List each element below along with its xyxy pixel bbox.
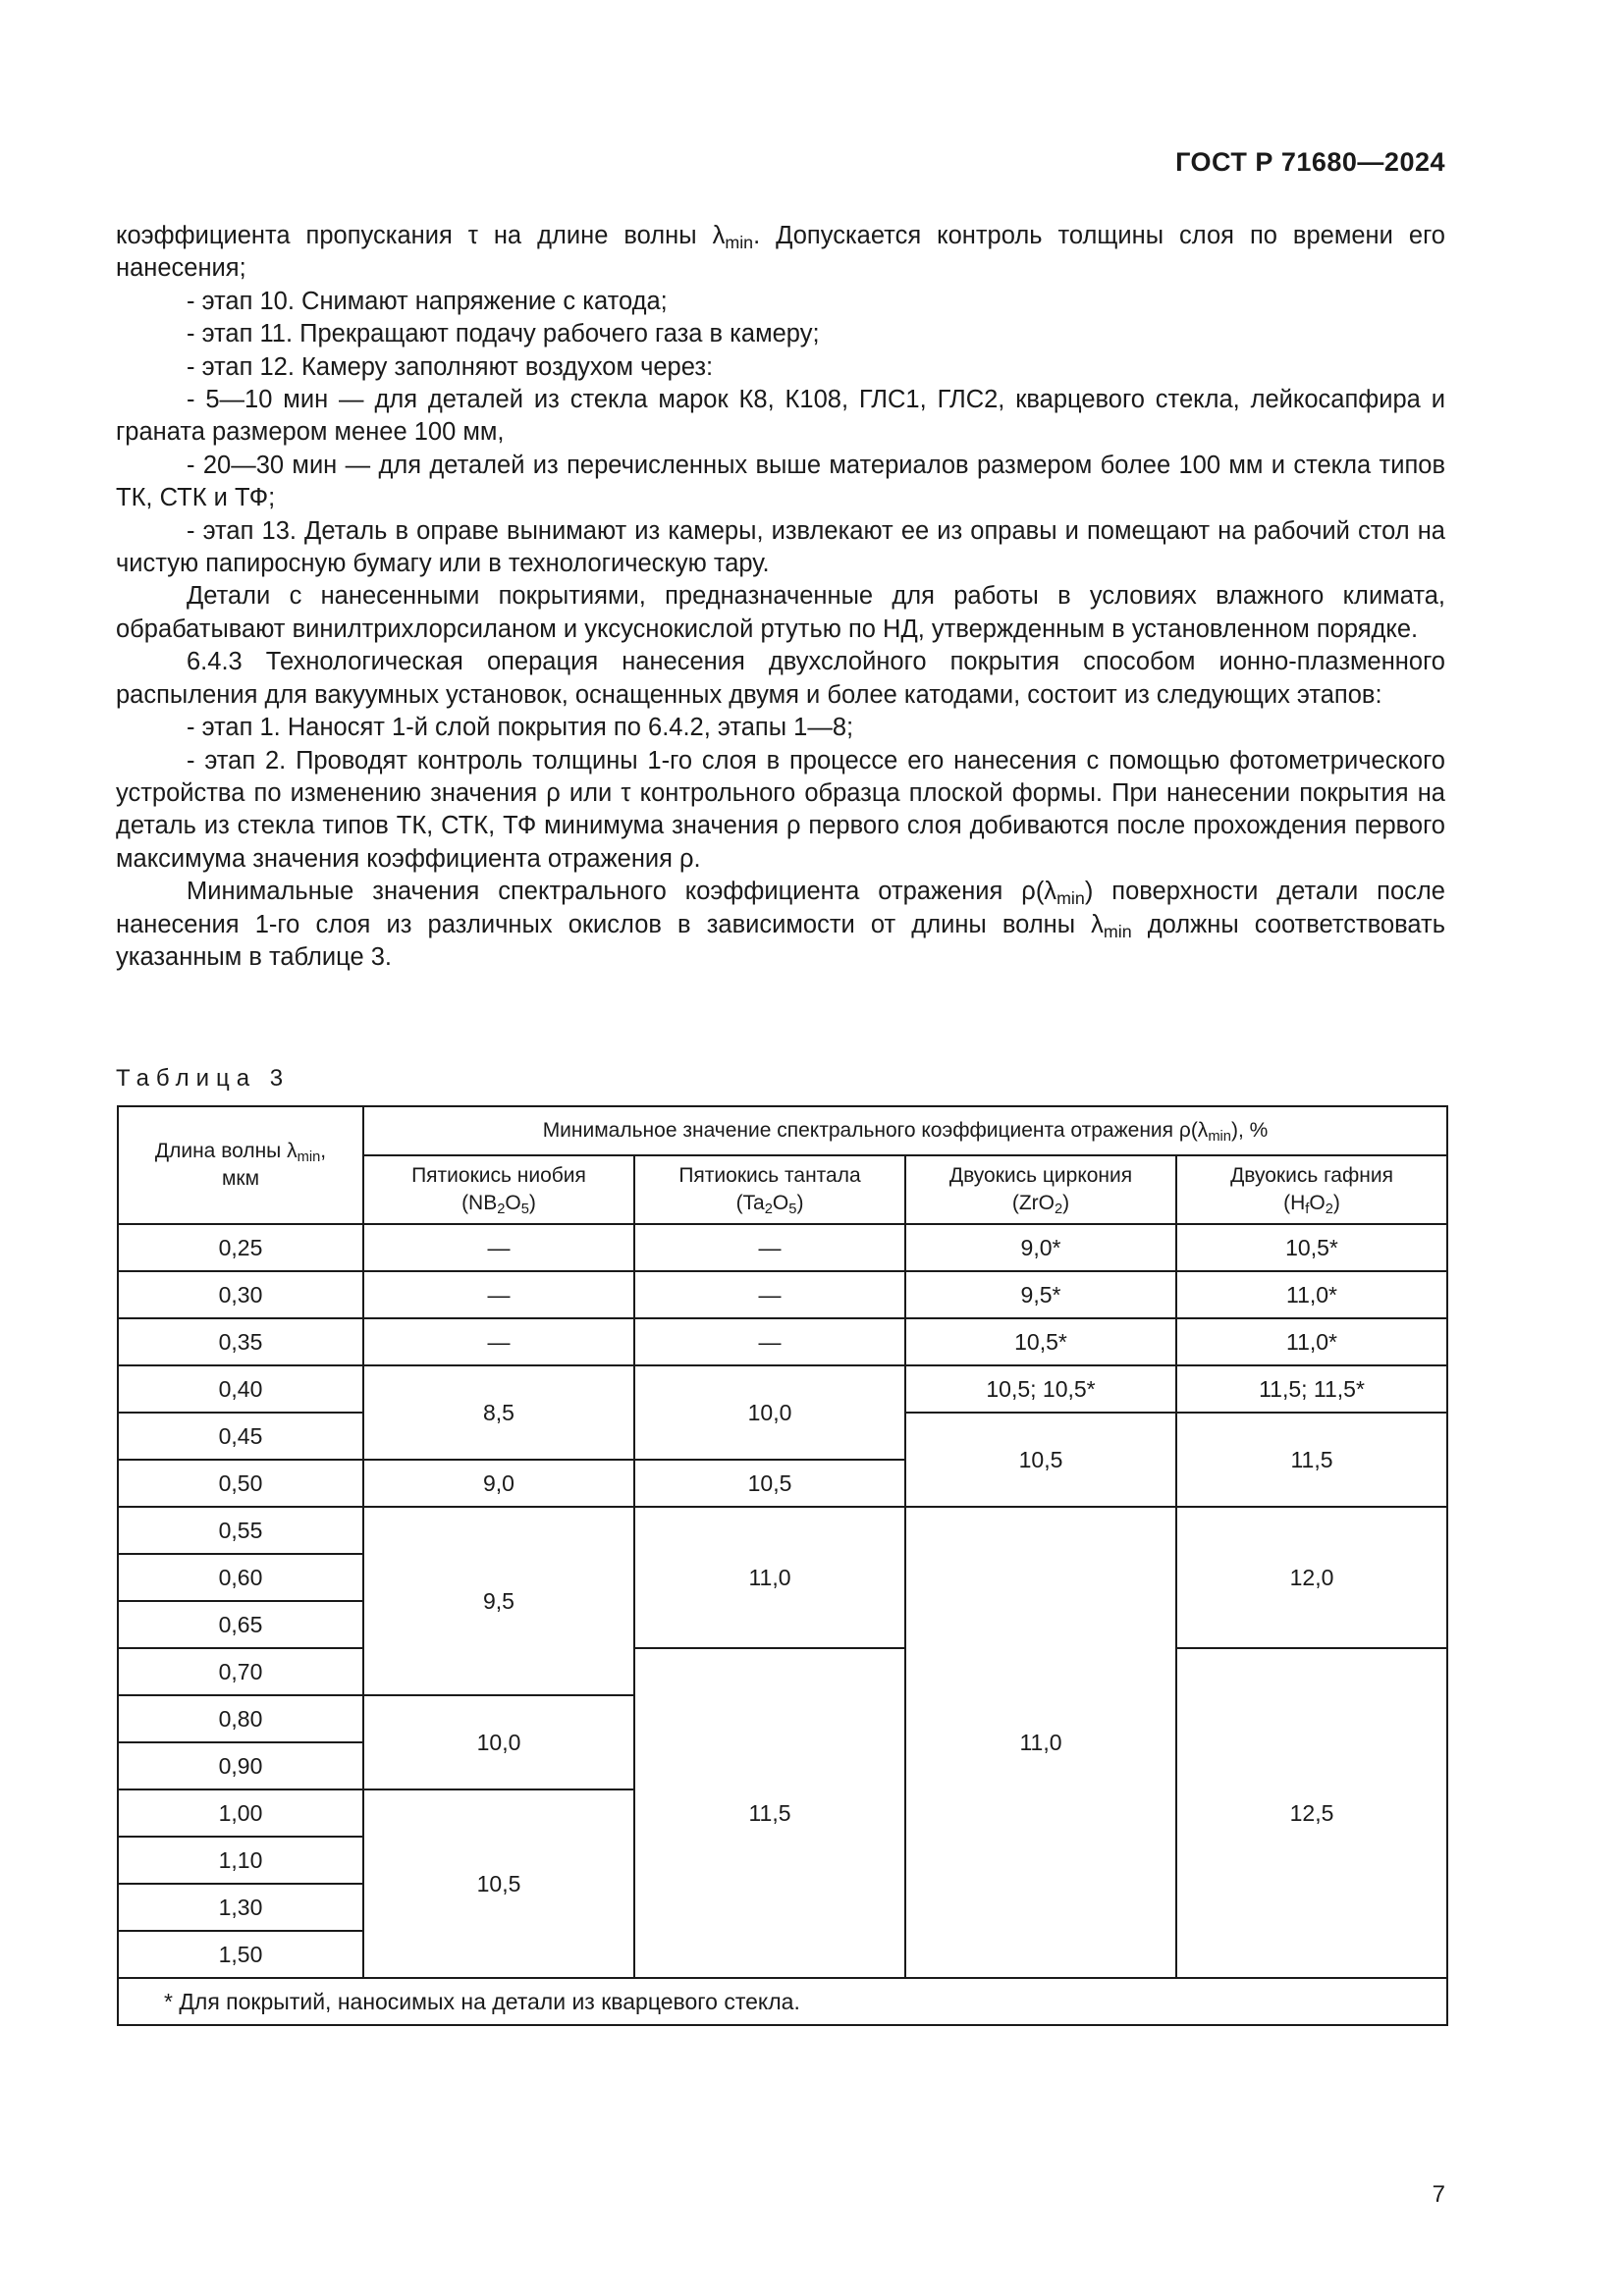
hf-cell: 10,5*	[1176, 1224, 1447, 1271]
nb-cell: 8,5	[363, 1365, 634, 1460]
zr-cell: 11,0	[905, 1507, 1176, 1978]
hf-cell: 11,5; 11,5*	[1176, 1365, 1447, 1413]
lambda-cell: 0,70	[118, 1648, 363, 1695]
stage-11: - этап 11. Прекращают подачу рабочего газа в камеру;	[187, 320, 820, 348]
hf-cell: 11,5	[1176, 1413, 1447, 1507]
lambda-cell: 0,50	[118, 1460, 363, 1507]
nb-cell: —	[363, 1224, 634, 1271]
zr-cell: 10,5	[905, 1413, 1176, 1507]
lambda-cell: 0,25	[118, 1224, 363, 1271]
hf-cell: 11,0*	[1176, 1271, 1447, 1318]
zr-cell: 10,5*	[905, 1318, 1176, 1365]
header-niobium: Пятиокись ниобия $(NB_2O_5)$	[363, 1155, 634, 1224]
table-caption: Таблица 3	[116, 1065, 291, 1092]
table-footnote: * Для покрытий, наносимых на детали из кварцевого стекла.	[118, 1978, 1447, 2025]
nb-cell: —	[363, 1271, 634, 1318]
nb-cell: 9,0	[363, 1460, 634, 1507]
body-text	[116, 220, 1445, 974]
header-tantalum: Пятиокись тантала $(Ta_2O_5)$	[634, 1155, 905, 1224]
hf-cell: 11,0*	[1176, 1318, 1447, 1365]
lambda-cell: 0,60	[118, 1554, 363, 1601]
document-number: ГОСТ Р 71680—2024	[1175, 147, 1445, 177]
lambda-cell: 1,30	[118, 1884, 363, 1931]
lambda-cell: 0,90	[118, 1742, 363, 1789]
lambda-cell: 1,10	[118, 1837, 363, 1884]
lambda-cell: 0,55	[118, 1507, 363, 1554]
nb-cell: 10,5	[363, 1789, 634, 1978]
nb-cell: 9,5	[363, 1507, 634, 1695]
ta-cell: 11,0	[634, 1507, 905, 1648]
ta-cell: 11,5	[634, 1648, 905, 1978]
ta-cell: —	[634, 1224, 905, 1271]
lambda-cell: 1,00	[118, 1789, 363, 1837]
lambda-cell: 0,65	[118, 1601, 363, 1648]
lambda-cell: 0,45	[118, 1413, 363, 1460]
header-group: Минимальное значение спектрального коэффициента отражения $\rho(\lambda_{min})$, %	[363, 1106, 1447, 1155]
hf-cell: 12,0	[1176, 1507, 1447, 1648]
lambda-cell: 0,80	[118, 1695, 363, 1742]
hf-cell: 12,5	[1176, 1648, 1447, 1978]
stage-1: - этап 1. Наносят 1-й слой покрытия по 6.4.2, этапы 1—8;	[187, 714, 854, 742]
stage-12: - этап 12. Камеру заполняют воздухом через:	[187, 352, 714, 381]
zr-cell: 9,0*	[905, 1224, 1176, 1271]
paragraph-min-values: Минимальные значения спектрального коэффициента отражения $\rho(\lambda_{min})$ поверхности детали после нанесения 1-го слоя из различных окислов в зависимости от длины волны $\lambda_{min}$ должны соответствовать указанным в таблице 3.	[116, 878, 1445, 971]
stage-13: - этап 13. Деталь в оправе вынимают из камеры, извлекают ее из оправы и помещают на рабочий стол на чистую папиросную бумагу или в технологическую тару.	[116, 516, 1445, 578]
stage-10: - этап 10. Снимают напряжение с катода;	[187, 287, 668, 315]
nb-cell: 10,0	[363, 1695, 634, 1789]
ta-cell: 10,5	[634, 1460, 905, 1507]
reflection-table	[117, 1105, 1448, 2026]
page-number: 7	[1432, 2181, 1445, 2208]
lambda-cell: 0,40	[118, 1365, 363, 1413]
header-wavelength: Длина волны $\lambda_{min}$, мкм	[118, 1106, 363, 1224]
ta-cell: —	[634, 1271, 905, 1318]
stage-2: - этап 2. Проводят контроль толщины 1-го слоя в процессе его нанесения с помощью фотометрического устройства по изменению значения ρ или τ контрольного образца плоской формы. При нанесении покрытия на деталь из стекла типов ТК, СТК, ТФ минимума значения ρ первого слоя добиваются после прохождения первого максимума значения коэффициента отражения ρ.	[116, 746, 1445, 873]
header-hafnium: Двуокись гафния $(H_fO_2)$	[1176, 1155, 1447, 1224]
nb-cell: —	[363, 1318, 634, 1365]
time-item-1: - 5—10 мин — для деталей из стекла марок К8, К108, ГЛС1, ГЛС2, кварцевого стекла, лейкосапфира и граната размером менее 100 мм,	[116, 386, 1445, 447]
ta-cell: —	[634, 1318, 905, 1365]
ta-cell: 10,0	[634, 1365, 905, 1460]
time-item-2: - 20—30 мин — для деталей из перечисленных выше материалов размером более 100 мм и стекла типов ТК, СТК и ТФ;	[116, 451, 1445, 512]
header-zirconium: Двуокись циркония (ZrO$_2$)	[905, 1155, 1176, 1224]
zr-cell: 9,5*	[905, 1271, 1176, 1318]
lambda-cell: 1,50	[118, 1931, 363, 1978]
zr-cell: 10,5; 10,5*	[905, 1365, 1176, 1413]
paragraph-details: Детали с нанесенными покрытиями, предназначенные для работы в условиях влажного климата, обрабатывают винилтрихлорсиланом и уксуснокислой ртутью по НД, утвержденным в установленном порядке.	[116, 582, 1445, 643]
lambda-cell: 0,30	[118, 1271, 363, 1318]
section-6-4-3: 6.4.3 Технологическая операция нанесения двухслойного покрытия способом ионно-плазменного распыления для вакуумных установок, оснащенных двумя и более катодами, состоит из следующих этапов:	[116, 648, 1445, 709]
lambda-cell: 0,35	[118, 1318, 363, 1365]
paragraph-intro: коэффициента пропускания τ на длине волны $\lambda_{min}$. Допускается контроль толщины слоя по времени его нанесения;	[116, 222, 1445, 283]
